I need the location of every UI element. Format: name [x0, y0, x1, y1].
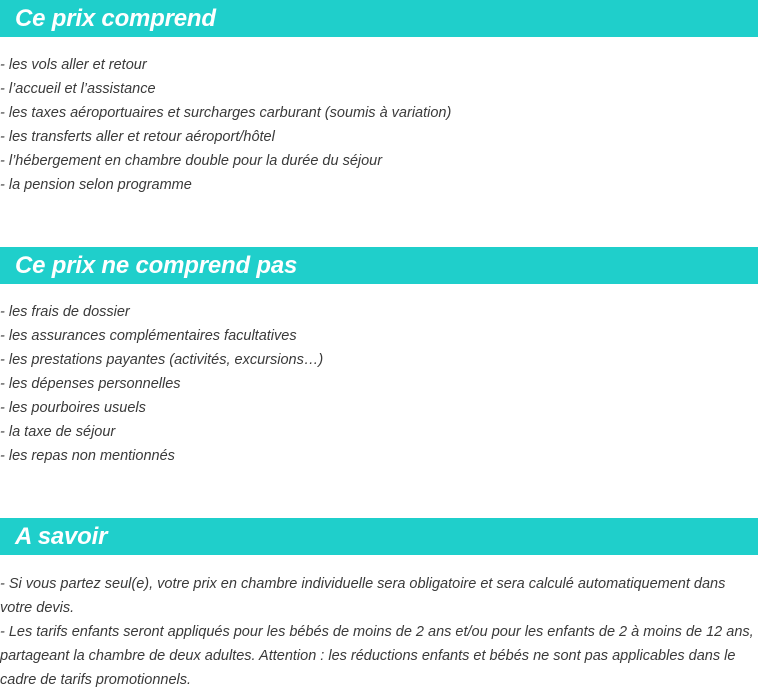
section-title-includes: Ce prix comprend	[15, 4, 216, 32]
list-item: - les transferts aller et retour aéroport/hôtel	[0, 129, 275, 145]
section-title-info: A savoir	[15, 522, 108, 550]
list-item: - les frais de dossier	[0, 304, 130, 320]
list-item: - l’hébergement en chambre double pour la durée du séjour	[0, 153, 383, 169]
list-item: - l’accueil et l’assistance	[0, 81, 156, 97]
section-title-excludes: Ce prix ne comprend pas	[15, 251, 298, 279]
section-header-info	[0, 518, 758, 555]
info-paragraph-single-traveler: - Si vous partez seul(e), votre prix en chambre individuelle sera obligatoire et sera calculé automatiquement dans votre devis.	[0, 576, 726, 616]
includes-list	[0, 53, 451, 197]
info-paragraph-child-rates: - Les tarifs enfants seront appliqués pour les bébés de moins de 2 ans et/ou pour les enfants de 2 à moins de 12 ans, partageant la chambre de deux adultes. Attention : les réductions enfants et bébés ne sont pas applicables dans le cadre de tarifs promotionnels.	[0, 624, 754, 688]
list-item: - la pension selon programme	[0, 177, 192, 193]
section-header-includes	[0, 0, 758, 37]
list-item: - les taxes aéroportuaires et surcharges carburant (soumis à variation)	[0, 105, 452, 121]
list-item: - les vols aller et retour	[0, 57, 147, 73]
section-header-excludes	[0, 247, 758, 284]
excludes-list	[0, 300, 323, 468]
list-item: - les dépenses personnelles	[0, 376, 181, 392]
list-item: - les pourboires usuels	[0, 400, 146, 416]
list-item: - les prestations payantes (activités, excursions…)	[0, 352, 324, 368]
list-item: - les repas non mentionnés	[0, 448, 175, 464]
list-item: - la taxe de séjour	[0, 424, 116, 440]
list-item: - les assurances complémentaires facultatives	[0, 328, 297, 344]
